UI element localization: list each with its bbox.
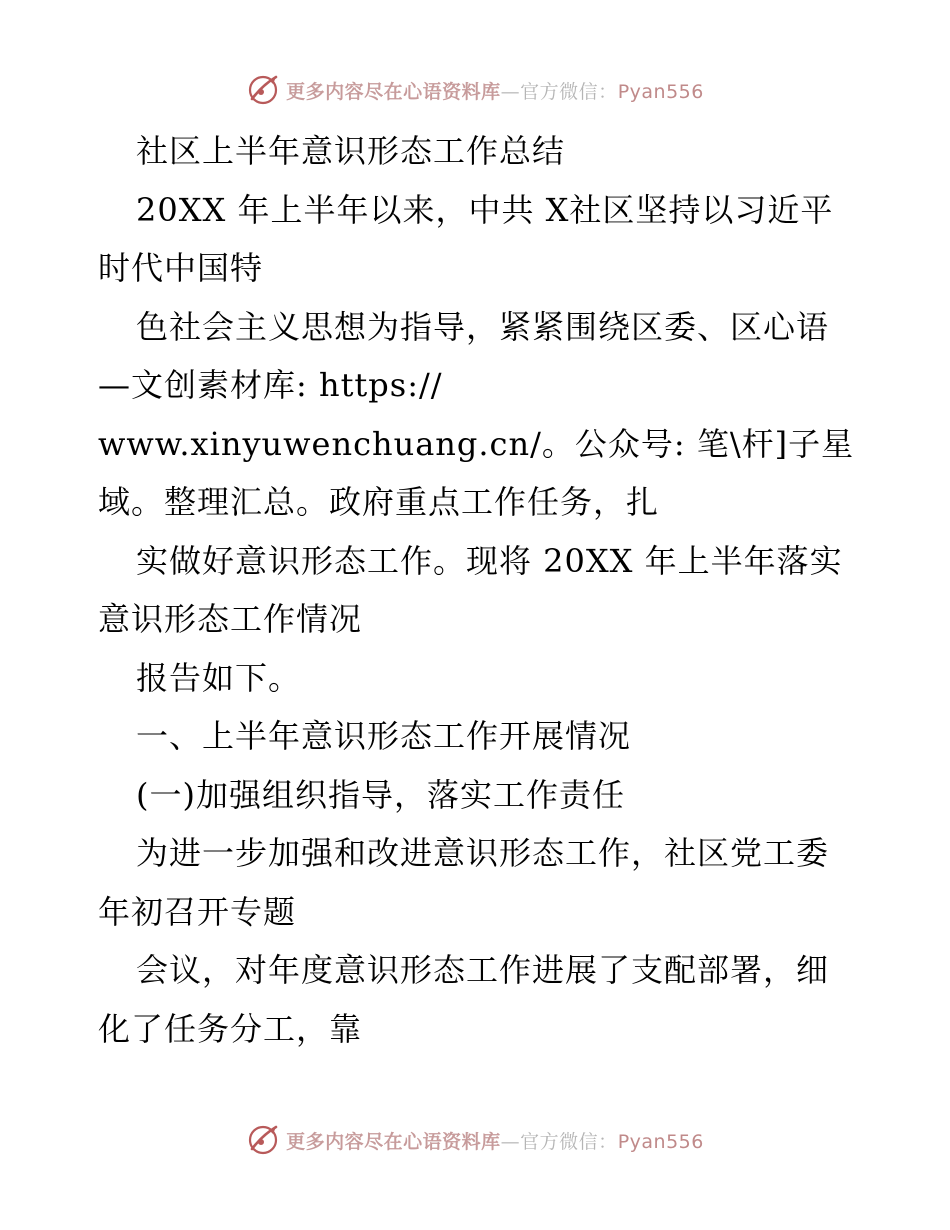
doc-line: www.xinyuwenchuang.cn/。公众号: 笔\杆]子星 bbox=[98, 424, 855, 463]
doc-line: 20XX 年上半年以来，中共 X社区坚持以习近平 bbox=[136, 190, 834, 229]
subsection-heading: (一)加强组织指导，落实工作责任 bbox=[136, 775, 625, 814]
pen-logo-icon bbox=[246, 73, 280, 107]
section-heading: 一、上半年意识形态工作开展情况 bbox=[136, 717, 632, 755]
watermark-dash: — bbox=[500, 80, 521, 103]
doc-line: —文创素材库: https:// bbox=[98, 366, 443, 404]
doc-title: 社区上半年意识形态工作总结 bbox=[136, 132, 566, 170]
doc-line: 年初召开专题 bbox=[98, 892, 297, 931]
watermark-main: 更多内容尽在心语资料库 bbox=[286, 1130, 501, 1153]
doc-line: 意识形态工作情况 bbox=[98, 600, 363, 638]
watermark-content bbox=[246, 73, 704, 107]
watermark-text bbox=[286, 77, 704, 104]
header-watermark bbox=[0, 72, 950, 108]
document-body bbox=[98, 122, 868, 1058]
doc-line: 化了任务分工，靠 bbox=[98, 1009, 363, 1048]
watermark-main: 更多内容尽在心语资料库 bbox=[286, 80, 501, 103]
watermark-wechat-label: 官方微信： bbox=[520, 1130, 618, 1153]
doc-line: 时代中国特 bbox=[98, 249, 264, 287]
watermark-wechat-label: 官方微信： bbox=[520, 80, 618, 103]
watermark-wechat-id: Pyan556 bbox=[617, 1130, 704, 1153]
doc-line: 报告如下。 bbox=[136, 658, 302, 697]
doc-line: 域。整理汇总。政府重点工作任务，扎 bbox=[98, 483, 660, 521]
watermark-wechat-id: Pyan556 bbox=[617, 80, 704, 103]
doc-line: 色社会主义思想为指导，紧紧围绕区委、区心语 bbox=[136, 307, 830, 346]
doc-line: 会议，对年度意识形态工作进展了支配部署，细 bbox=[136, 951, 830, 989]
doc-line: 实做好意识形态工作。现将 20XX 年上半年落实 bbox=[136, 541, 843, 580]
watermark-content bbox=[246, 1123, 704, 1157]
watermark-text bbox=[286, 1127, 704, 1154]
doc-line: 为进一步加强和改进意识形态工作，社区党工委 bbox=[136, 834, 830, 872]
pen-logo-icon bbox=[246, 1123, 280, 1157]
watermark-dash: — bbox=[500, 1130, 521, 1153]
footer-watermark bbox=[0, 1122, 950, 1158]
